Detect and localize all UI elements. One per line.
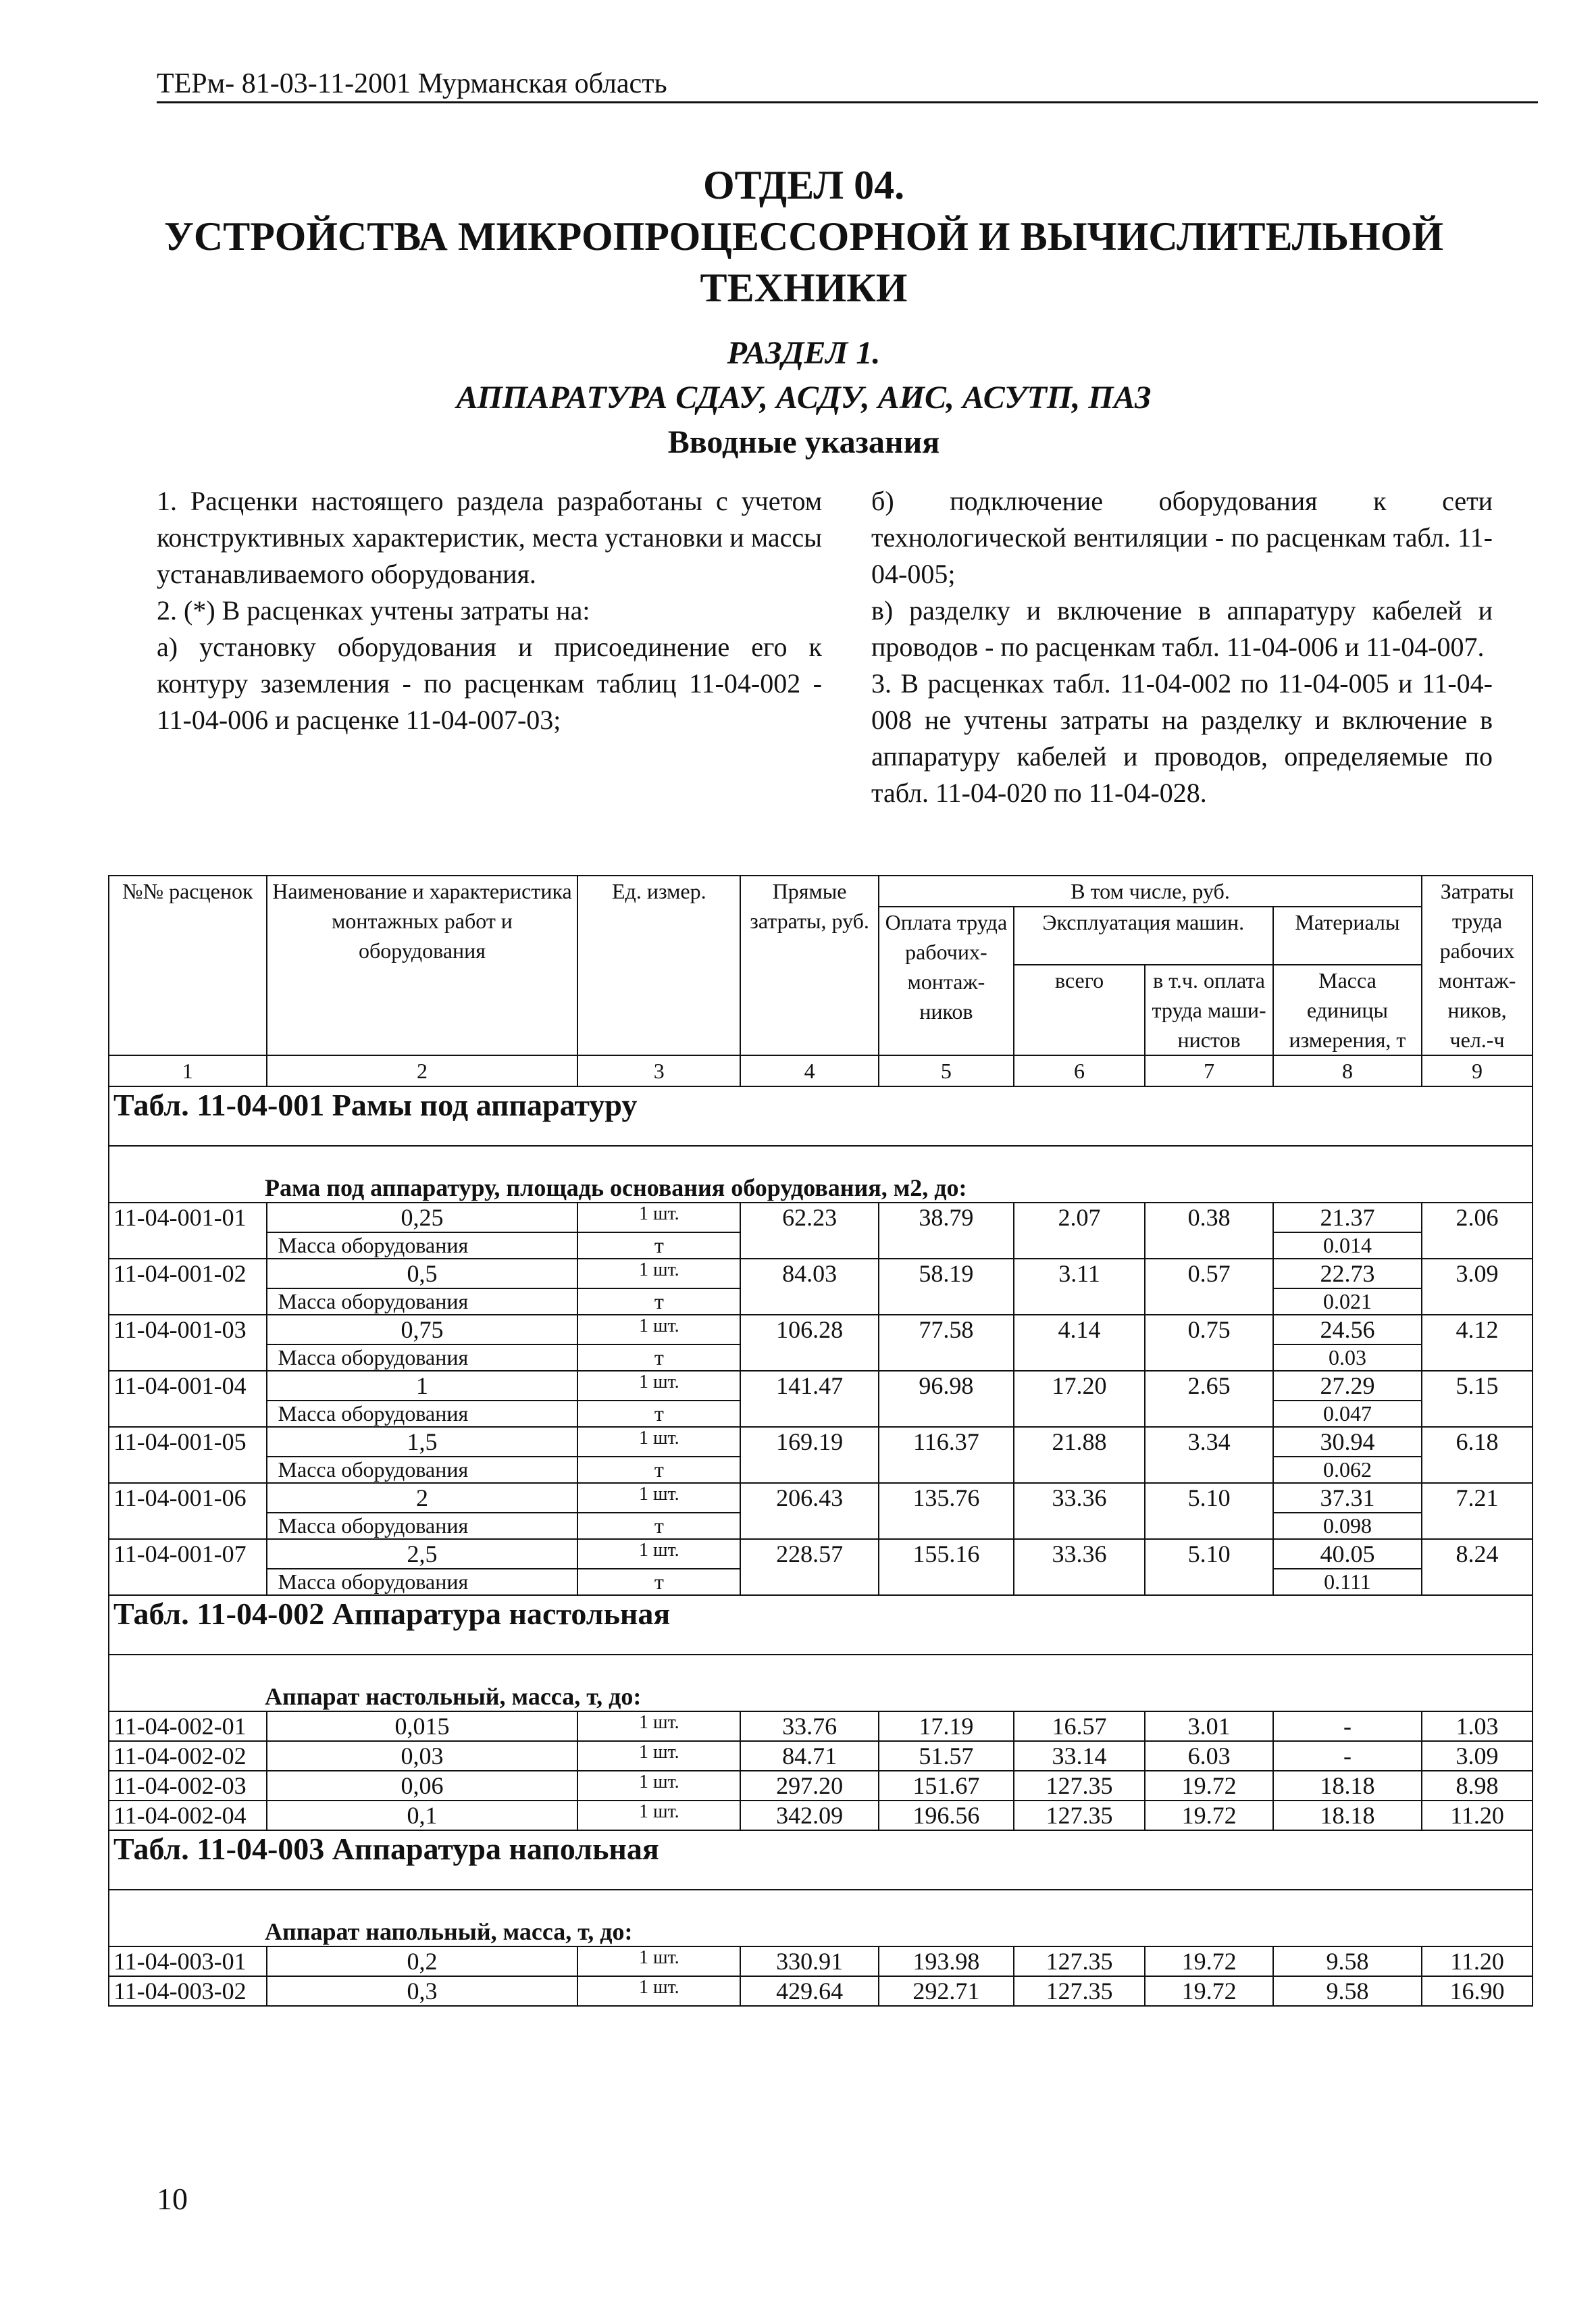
table-row xyxy=(109,1427,1533,1457)
rate-unit: 1 шт. xyxy=(577,1711,740,1741)
section-title: Табл. 11-04-001 Рамы под аппаратуру xyxy=(109,1086,1533,1146)
machines-cost: 33.36 xyxy=(1014,1483,1145,1539)
machinist-wages: 19.72 xyxy=(1145,1946,1272,1976)
running-header: ТЕРм- 81-03-11-2001 Мурманская область xyxy=(157,68,667,99)
section-subtitle: Аппарат напольный, масса, т, до: xyxy=(109,1890,1533,1946)
machinist-wages: 6.03 xyxy=(1145,1741,1272,1771)
equipment-mass: 0.021 xyxy=(1273,1288,1422,1315)
rate-code: 11-04-001-07 xyxy=(109,1539,267,1595)
mass-unit: т xyxy=(577,1401,740,1427)
wages-cost: 155.16 xyxy=(879,1539,1014,1595)
rate-unit: 1 шт. xyxy=(577,1315,740,1344)
direct-cost: 84.71 xyxy=(740,1741,879,1771)
wages-cost: 193.98 xyxy=(879,1946,1014,1976)
rate-name: 0,75 xyxy=(267,1315,578,1344)
rate-unit: 1 шт. xyxy=(577,1483,740,1513)
machines-cost: 3.11 xyxy=(1014,1259,1145,1315)
table-section-title xyxy=(109,1595,1533,1655)
labor-cost: 7.21 xyxy=(1422,1483,1533,1539)
materials-cost: 37.31 xyxy=(1273,1483,1422,1513)
intro-paragraph: 2. (*) В расценках учтены затраты на: xyxy=(157,595,590,626)
section-title: Табл. 11-04-002 Аппаратура настольная xyxy=(109,1595,1533,1655)
column-number-row xyxy=(109,1055,1533,1086)
col-head-wages: Оплата труда рабочих-монтаж-ников xyxy=(879,907,1014,1055)
rate-code: 11-04-002-02 xyxy=(109,1741,267,1771)
rate-unit: 1 шт. xyxy=(577,1539,740,1569)
equipment-mass: 0.014 xyxy=(1273,1232,1422,1259)
rate-code: 11-04-002-03 xyxy=(109,1771,267,1801)
table-row xyxy=(109,1711,1533,1741)
machines-cost: 127.35 xyxy=(1014,1976,1145,2006)
section-title: Табл. 11-04-003 Аппаратура напольная xyxy=(109,1830,1533,1890)
machines-cost: 33.36 xyxy=(1014,1539,1145,1595)
machinist-wages: 5.10 xyxy=(1145,1539,1272,1595)
rate-name: 0,3 xyxy=(267,1976,578,2006)
labor-cost: 4.12 xyxy=(1422,1315,1533,1371)
chapter-title-line: ОТДЕЛ 04. xyxy=(702,163,905,207)
materials-cost: 9.58 xyxy=(1273,1976,1422,2006)
machinist-wages: 3.34 xyxy=(1145,1427,1272,1483)
rate-code: 11-04-002-01 xyxy=(109,1711,267,1741)
wages-cost: 96.98 xyxy=(879,1371,1014,1427)
direct-cost: 141.47 xyxy=(740,1371,879,1427)
rates-table xyxy=(108,875,1533,2007)
machines-cost: 127.35 xyxy=(1014,1946,1145,1976)
table-row xyxy=(109,1203,1533,1232)
mass-unit: т xyxy=(577,1288,740,1315)
table-row xyxy=(109,1801,1533,1830)
col-head-machines-total: всего xyxy=(1014,965,1145,1055)
intro-paragraph: б) подключение оборудования к сети технологической вентиляции - по расценкам табл. 11-04-005; xyxy=(871,486,1493,589)
mass-label: Масса оборудования xyxy=(267,1513,578,1539)
col-head-machines: Эксплуатация машин. xyxy=(1014,907,1273,965)
rate-name: 1 xyxy=(267,1371,578,1401)
direct-cost: 33.76 xyxy=(740,1711,879,1741)
col-number: 4 xyxy=(740,1055,879,1086)
materials-cost: 18.18 xyxy=(1273,1771,1422,1801)
table-section-title xyxy=(109,1830,1533,1890)
machines-cost: 17.20 xyxy=(1014,1371,1145,1427)
table-row xyxy=(109,1259,1533,1288)
rate-code: 11-04-002-04 xyxy=(109,1801,267,1830)
section-number: РАЗДЕЛ 1. xyxy=(727,335,881,371)
intro-paragraph: 3. В расценках табл. 11-04-002 по 11-04-005 и 11-04-008 не учтены затраты на разделку и включение в аппаратуру кабелей и проводов, определяемые по табл. 11-04-020 по 11-04-028. xyxy=(871,668,1493,808)
rate-name: 0,1 xyxy=(267,1801,578,1830)
equipment-mass: 0.111 xyxy=(1273,1569,1422,1595)
chapter-title-line: УСТРОЙСТВА МИКРОПРОЦЕССОРНОЙ И ВЫЧИСЛИТЕЛЬНОЙ xyxy=(163,214,1444,259)
mass-unit: т xyxy=(577,1513,740,1539)
col-head-labor: Затраты труда рабочих монтаж-ников, чел.-ч xyxy=(1422,876,1533,1055)
intro-left-column xyxy=(157,483,822,738)
machines-cost: 127.35 xyxy=(1014,1801,1145,1830)
rate-unit: 1 шт. xyxy=(577,1259,740,1288)
table-row xyxy=(109,1539,1533,1569)
machines-cost: 127.35 xyxy=(1014,1771,1145,1801)
col-number: 2 xyxy=(267,1055,578,1086)
col-number: 3 xyxy=(577,1055,740,1086)
direct-cost: 206.43 xyxy=(740,1483,879,1539)
mass-unit: т xyxy=(577,1344,740,1371)
mass-unit: т xyxy=(577,1569,740,1595)
rate-name: 0,015 xyxy=(267,1711,578,1741)
labor-cost: 16.90 xyxy=(1422,1976,1533,2006)
rate-name: 0,5 xyxy=(267,1259,578,1288)
intro-paragraph: а) установку оборудования и присоединение его к контуру заземления - по расценкам таблиц 11-04-002 - 11-04-006 и расценке 11-04-007-03; xyxy=(157,632,822,735)
machinist-wages: 3.01 xyxy=(1145,1711,1272,1741)
table-row xyxy=(109,1315,1533,1344)
col-number: 9 xyxy=(1422,1055,1533,1086)
direct-cost: 106.28 xyxy=(740,1315,879,1371)
table-row xyxy=(109,1976,1533,2006)
labor-cost: 11.20 xyxy=(1422,1801,1533,1830)
machines-cost: 33.14 xyxy=(1014,1741,1145,1771)
mass-label: Масса оборудования xyxy=(267,1288,578,1315)
header-rule xyxy=(157,101,1538,103)
section-subtitle: Рама под аппаратуру, площадь основания оборудования, м2, до: xyxy=(109,1146,1533,1203)
rate-name: 0,06 xyxy=(267,1771,578,1801)
section-subtitle: Аппарат настольный, масса, т, до: xyxy=(109,1655,1533,1711)
direct-cost: 84.03 xyxy=(740,1259,879,1315)
machinist-wages: 0.38 xyxy=(1145,1203,1272,1259)
mass-label: Масса оборудования xyxy=(267,1232,578,1259)
table-section-subtitle xyxy=(109,1655,1533,1711)
rate-code: 11-04-001-06 xyxy=(109,1483,267,1539)
direct-cost: 297.20 xyxy=(740,1771,879,1801)
mass-unit: т xyxy=(577,1232,740,1259)
col-head-materials: Материалы xyxy=(1273,907,1422,965)
col-head-unit: Ед. измер. xyxy=(577,876,740,1055)
materials-cost: 9.58 xyxy=(1273,1946,1422,1976)
wages-cost: 58.19 xyxy=(879,1259,1014,1315)
equipment-mass: 0.062 xyxy=(1273,1457,1422,1483)
table-section-subtitle xyxy=(109,1890,1533,1946)
materials-cost: 40.05 xyxy=(1273,1539,1422,1569)
table-row xyxy=(109,1483,1533,1513)
section-heading xyxy=(108,331,1499,465)
intro-right-column xyxy=(871,483,1493,811)
direct-cost: 342.09 xyxy=(740,1801,879,1830)
machinist-wages: 19.72 xyxy=(1145,1801,1272,1830)
rates-table-wrapper xyxy=(108,875,1533,2007)
col-head-name: Наименование и характеристика монтажных работ и оборудования xyxy=(267,876,578,1055)
direct-cost: 330.91 xyxy=(740,1946,879,1976)
labor-cost: 3.09 xyxy=(1422,1741,1533,1771)
col-head-incl: В том числе, руб. xyxy=(879,876,1422,907)
labor-cost: 8.24 xyxy=(1422,1539,1533,1595)
wages-cost: 51.57 xyxy=(879,1741,1014,1771)
mass-label: Масса оборудования xyxy=(267,1401,578,1427)
rates-table-body xyxy=(109,1086,1533,2006)
rate-code: 11-04-003-01 xyxy=(109,1946,267,1976)
labor-cost: 8.98 xyxy=(1422,1771,1533,1801)
wages-cost: 77.58 xyxy=(879,1315,1014,1371)
rate-code: 11-04-001-02 xyxy=(109,1259,267,1315)
direct-cost: 228.57 xyxy=(740,1539,879,1595)
table-row xyxy=(109,1946,1533,1976)
rate-name: 0,03 xyxy=(267,1741,578,1771)
section-title: АППАРАТУРА СДАУ, АСДУ, АИС, АСУТП, ПАЗ xyxy=(456,380,1152,416)
table-section-subtitle xyxy=(109,1146,1533,1203)
labor-cost: 2.06 xyxy=(1422,1203,1533,1259)
rate-unit: 1 шт. xyxy=(577,1946,740,1976)
mass-label: Масса оборудования xyxy=(267,1569,578,1595)
chapter-title xyxy=(108,159,1499,313)
col-head-direct: Прямые затраты, руб. xyxy=(740,876,879,1055)
equipment-mass: 0.047 xyxy=(1273,1401,1422,1427)
table-row xyxy=(109,1741,1533,1771)
page-number: 10 xyxy=(157,2182,188,2216)
rate-unit: 1 шт. xyxy=(577,1371,740,1401)
materials-cost: - xyxy=(1273,1711,1422,1741)
machinist-wages: 0.57 xyxy=(1145,1259,1272,1315)
rate-name: 1,5 xyxy=(267,1427,578,1457)
materials-cost: 21.37 xyxy=(1273,1203,1422,1232)
intro-paragraph: 1. Расценки настоящего раздела разработаны с учетом конструктивных характеристик, места установки и массы устанавливаемого оборудования. xyxy=(157,486,822,589)
rate-code: 11-04-001-05 xyxy=(109,1427,267,1483)
labor-cost: 6.18 xyxy=(1422,1427,1533,1483)
table-row xyxy=(109,1771,1533,1801)
materials-cost: 27.29 xyxy=(1273,1371,1422,1401)
header-row xyxy=(109,876,1533,907)
rate-unit: 1 шт. xyxy=(577,1801,740,1830)
rate-unit: 1 шт. xyxy=(577,1741,740,1771)
wages-cost: 292.71 xyxy=(879,1976,1014,2006)
rate-code: 11-04-003-02 xyxy=(109,1976,267,2006)
rate-code: 11-04-001-04 xyxy=(109,1371,267,1427)
wages-cost: 17.19 xyxy=(879,1711,1014,1741)
rate-unit: 1 шт. xyxy=(577,1203,740,1232)
table-section-title xyxy=(109,1086,1533,1146)
col-head-mass: Масса единицы измерения, т xyxy=(1273,965,1422,1055)
machinist-wages: 19.72 xyxy=(1145,1976,1272,2006)
machinist-wages: 2.65 xyxy=(1145,1371,1272,1427)
direct-cost: 169.19 xyxy=(740,1427,879,1483)
direct-cost: 62.23 xyxy=(740,1203,879,1259)
wages-cost: 151.67 xyxy=(879,1771,1014,1801)
labor-cost: 5.15 xyxy=(1422,1371,1533,1427)
rate-code: 11-04-001-03 xyxy=(109,1315,267,1371)
table-row xyxy=(109,1371,1533,1401)
materials-cost: 30.94 xyxy=(1273,1427,1422,1457)
machinist-wages: 0.75 xyxy=(1145,1315,1272,1371)
direct-cost: 429.64 xyxy=(740,1976,879,2006)
rate-name: 2 xyxy=(267,1483,578,1513)
col-number: 1 xyxy=(109,1055,267,1086)
wages-cost: 135.76 xyxy=(879,1483,1014,1539)
rate-unit: 1 шт. xyxy=(577,1976,740,2006)
chapter-title-line: ТЕХНИКИ xyxy=(700,266,908,310)
col-number: 8 xyxy=(1273,1055,1422,1086)
col-head-code: №№ расценок xyxy=(109,876,267,1055)
rate-unit: 1 шт. xyxy=(577,1771,740,1801)
labor-cost: 11.20 xyxy=(1422,1946,1533,1976)
materials-cost: 24.56 xyxy=(1273,1315,1422,1344)
machines-cost: 21.88 xyxy=(1014,1427,1145,1483)
mass-unit: т xyxy=(577,1457,740,1483)
labor-cost: 1.03 xyxy=(1422,1711,1533,1741)
equipment-mass: 0.03 xyxy=(1273,1344,1422,1371)
rate-name: 0,2 xyxy=(267,1946,578,1976)
machines-cost: 2.07 xyxy=(1014,1203,1145,1259)
wages-cost: 116.37 xyxy=(879,1427,1014,1483)
intro-paragraph: в) разделку и включение в аппаратуру кабелей и проводов - по расценкам табл. 11-04-006 и 11-04-007. xyxy=(871,595,1493,662)
machines-cost: 4.14 xyxy=(1014,1315,1145,1371)
labor-cost: 3.09 xyxy=(1422,1259,1533,1315)
materials-cost: 22.73 xyxy=(1273,1259,1422,1288)
materials-cost: 18.18 xyxy=(1273,1801,1422,1830)
section-intro-heading: Вводные указания xyxy=(667,424,940,460)
rate-name: 2,5 xyxy=(267,1539,578,1569)
rate-name: 0,25 xyxy=(267,1203,578,1232)
equipment-mass: 0.098 xyxy=(1273,1513,1422,1539)
mass-label: Масса оборудования xyxy=(267,1457,578,1483)
col-number: 6 xyxy=(1014,1055,1145,1086)
wages-cost: 196.56 xyxy=(879,1801,1014,1830)
rate-unit: 1 шт. xyxy=(577,1427,740,1457)
mass-label: Масса оборудования xyxy=(267,1344,578,1371)
materials-cost: - xyxy=(1273,1741,1422,1771)
rate-code: 11-04-001-01 xyxy=(109,1203,267,1259)
machinist-wages: 19.72 xyxy=(1145,1771,1272,1801)
wages-cost: 38.79 xyxy=(879,1203,1014,1259)
col-number: 7 xyxy=(1145,1055,1272,1086)
col-head-machines-wages: в т.ч. оплата труда маши-нистов xyxy=(1145,965,1272,1055)
machines-cost: 16.57 xyxy=(1014,1711,1145,1741)
machinist-wages: 5.10 xyxy=(1145,1483,1272,1539)
col-number: 5 xyxy=(879,1055,1014,1086)
